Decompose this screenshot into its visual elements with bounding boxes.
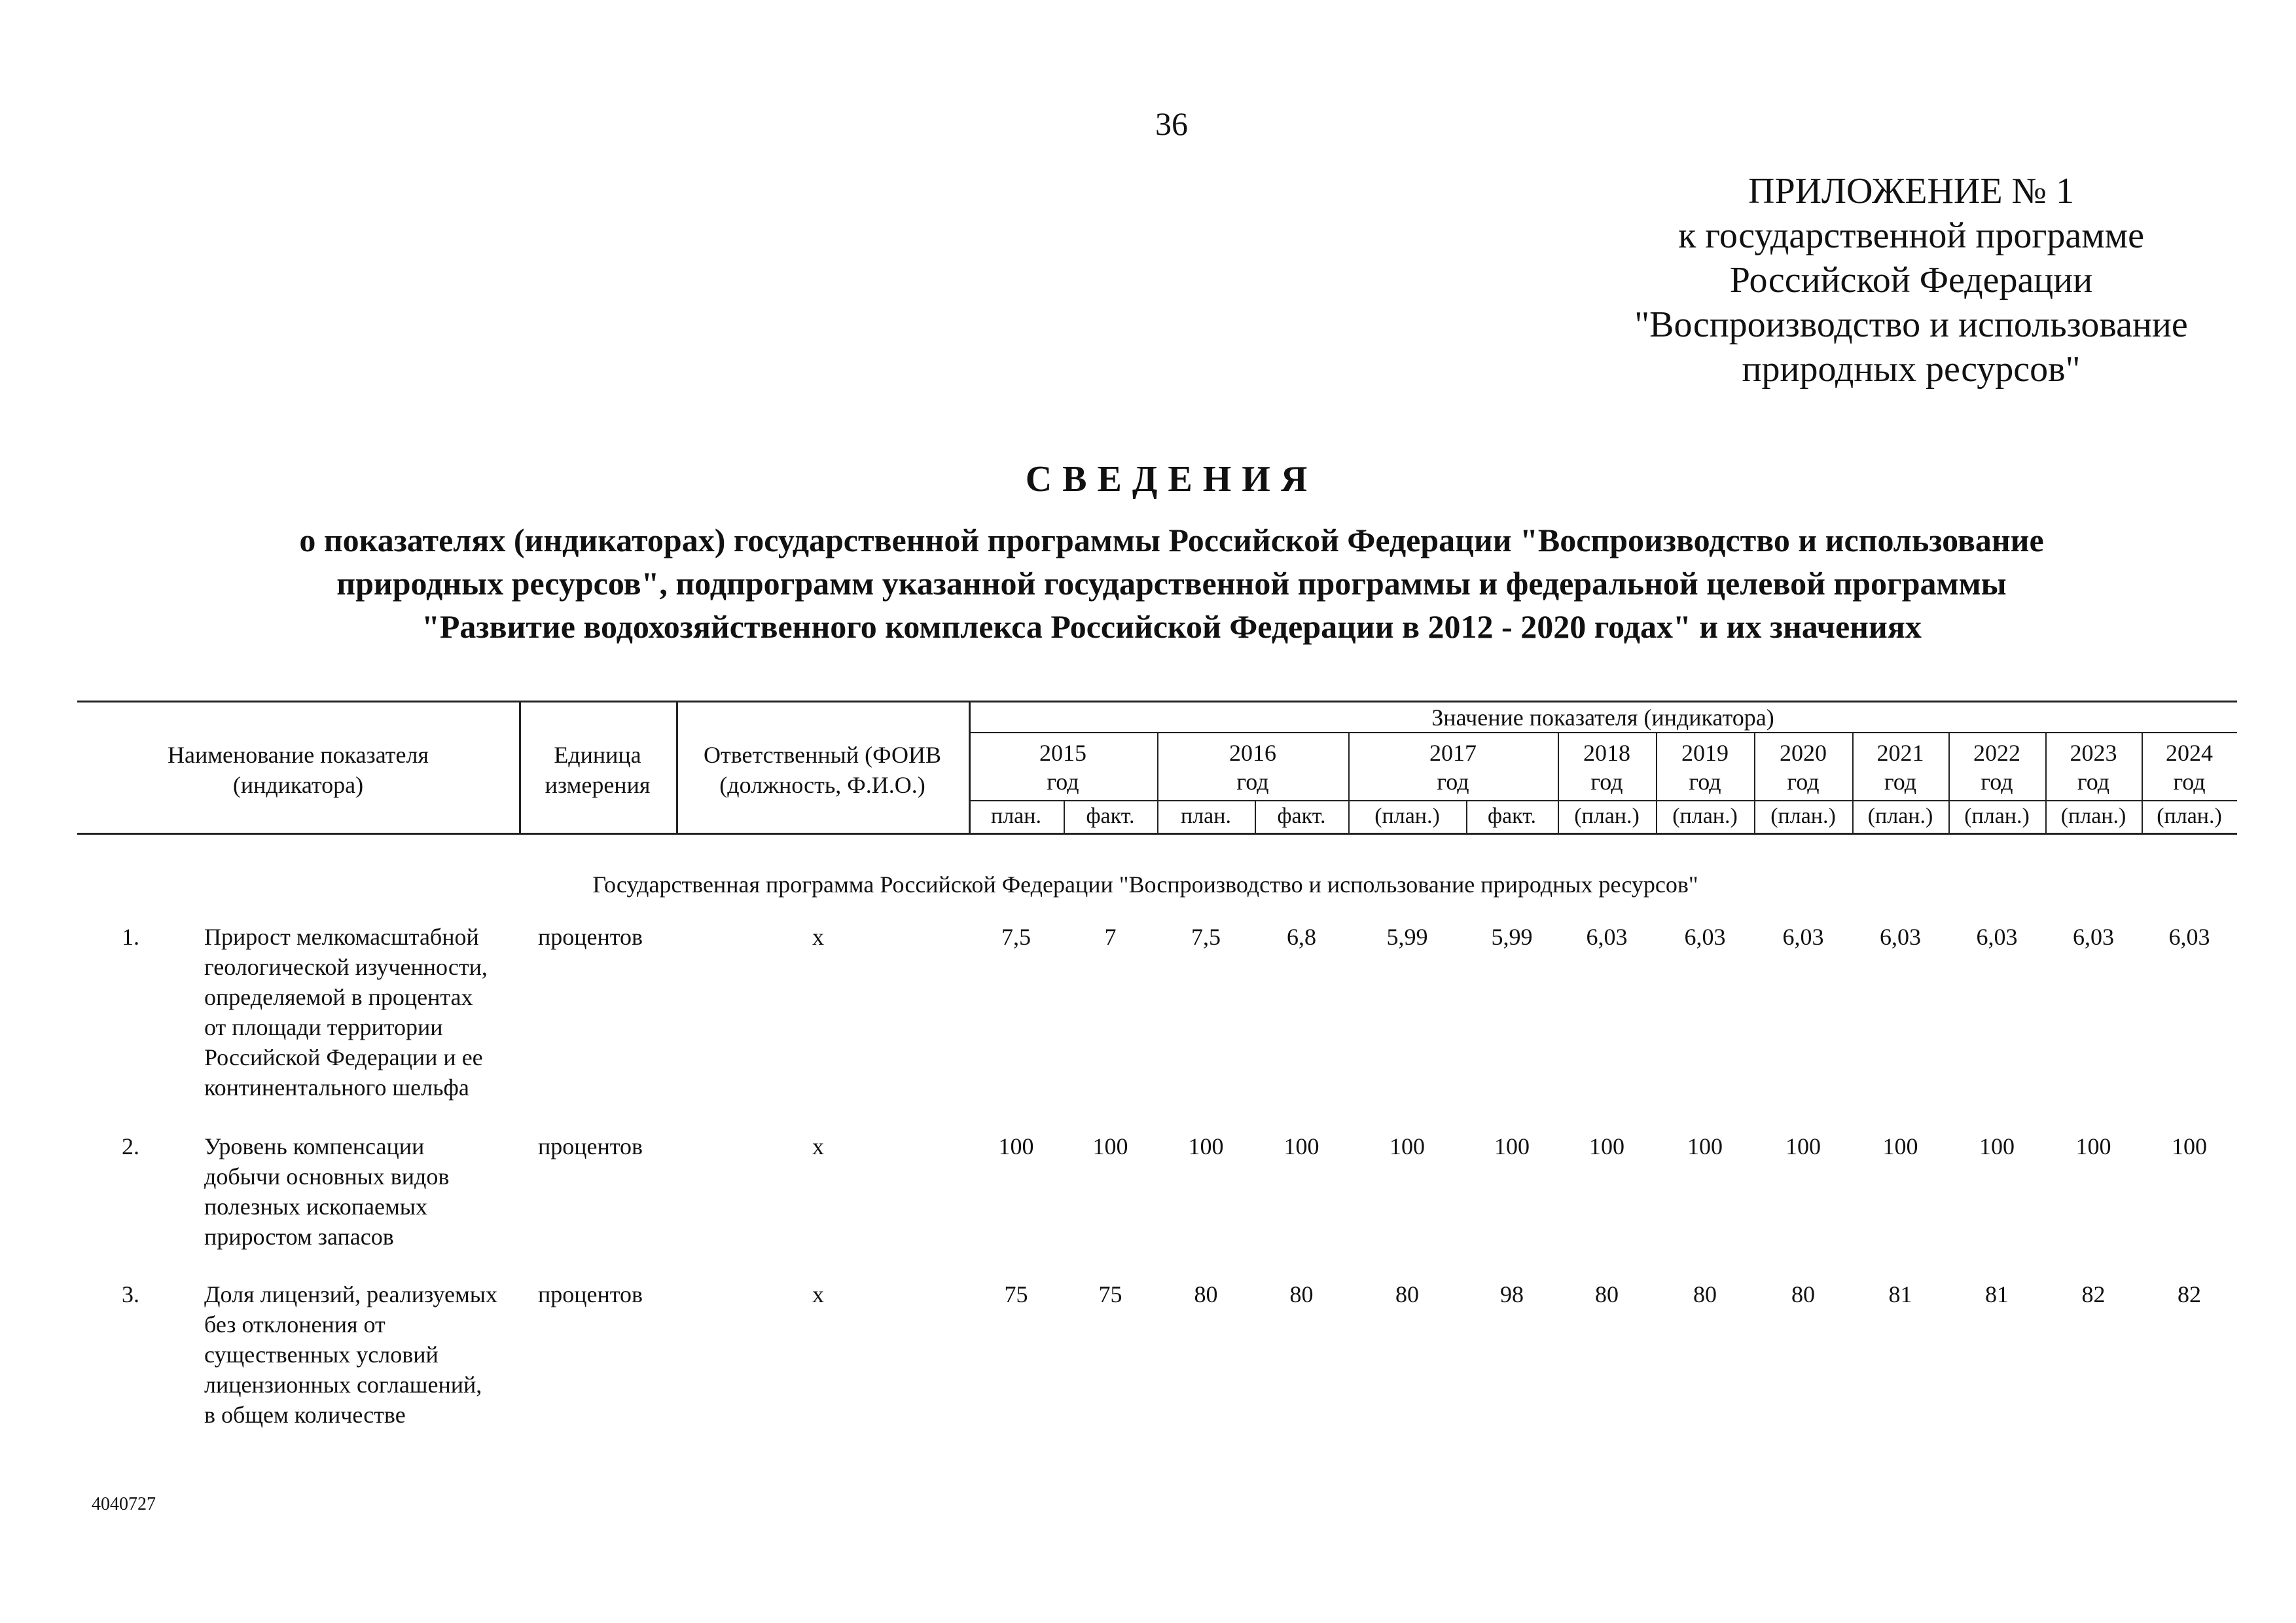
- appendix-line: ПРИЛОЖЕНИЕ № 1: [1748, 171, 2074, 211]
- sub-header: план.: [991, 804, 1041, 828]
- sub-header: (план.): [1964, 804, 2030, 828]
- value-cell: 100: [2172, 1133, 2207, 1159]
- year-label: 2018: [1583, 740, 1630, 766]
- year-header: [2045, 739, 2142, 796]
- year-label: 2021: [1876, 740, 1924, 766]
- header-name-line: Наименование показателя: [168, 742, 429, 768]
- appendix-line: Российской Федерации: [1729, 260, 2093, 301]
- document-title: СВЕДЕНИЯ: [1025, 459, 1318, 500]
- responsible-cell: х: [812, 1133, 824, 1159]
- indicator-name-line: приростом запасов: [204, 1224, 394, 1250]
- value-cell: 80: [1693, 1281, 1717, 1307]
- value-cell: 100: [998, 1133, 1034, 1159]
- sub-header: (план.): [1672, 804, 1738, 828]
- value-cell: 6,03: [1880, 924, 1921, 950]
- year-header: [2142, 739, 2237, 796]
- value-cell: 5,99: [1491, 924, 1533, 950]
- indicator-name-line: полезных ископаемых: [204, 1194, 427, 1220]
- year-label: 2015: [1039, 740, 1086, 766]
- header-value-group: Значение показателя (индикатора): [1431, 704, 1774, 731]
- sub-header: (план.): [1374, 804, 1440, 828]
- indicator-name-line: Российской Федерации и ее: [204, 1044, 483, 1070]
- year-suffix: год: [1047, 769, 1079, 795]
- value-cell: 80: [1595, 1281, 1619, 1307]
- indicator-name-line: существенных условий: [204, 1341, 439, 1368]
- sub-header: факт.: [1277, 804, 1326, 828]
- value-cell: 7,5: [1191, 924, 1221, 950]
- sub-header: (план.): [1574, 804, 1640, 828]
- year-label: 2024: [2166, 740, 2213, 766]
- page-number: 36: [1155, 105, 1188, 142]
- value-cell: 6,03: [1782, 924, 1824, 950]
- value-cell: 80: [1395, 1281, 1419, 1307]
- year-suffix: год: [2173, 769, 2206, 795]
- responsible-cell: х: [812, 924, 824, 950]
- value-cell: 100: [1687, 1133, 1723, 1159]
- appendix-line: природных ресурсов": [1742, 349, 2081, 390]
- year-label: 2020: [1780, 740, 1827, 766]
- value-cell: 100: [1882, 1133, 1918, 1159]
- year-suffix: год: [1981, 769, 2013, 795]
- value-cell: 100: [2075, 1133, 2111, 1159]
- value-cell: 80: [1289, 1281, 1314, 1307]
- year-header: [969, 739, 1157, 796]
- value-cell: 6,03: [1586, 924, 1628, 950]
- value-cell: 82: [2081, 1281, 2106, 1307]
- sub-header: факт.: [1488, 804, 1536, 828]
- indicator-name: [204, 1131, 449, 1252]
- header-name: [77, 740, 519, 800]
- appendix-block: [1558, 169, 2265, 392]
- indicator-name-line: Уровень компенсации: [204, 1133, 425, 1159]
- value-cell: 100: [1494, 1133, 1530, 1159]
- year-label: 2019: [1681, 740, 1729, 766]
- value-cell: 6,03: [2168, 924, 2210, 950]
- year-suffix: год: [1590, 769, 1623, 795]
- value-cell: 6,03: [1684, 924, 1726, 950]
- indicator-name-line: без отклонения от: [204, 1311, 386, 1338]
- section-title: Государственная программа Российской Федерации "Воспроизводство и использование природных ресурсов": [592, 871, 1698, 898]
- sub-header: факт.: [1086, 804, 1135, 828]
- value-cell: 81: [1888, 1281, 1912, 1307]
- year-label: 2022: [1973, 740, 2020, 766]
- year-label: 2016: [1229, 740, 1276, 766]
- year-suffix: год: [1236, 769, 1269, 795]
- indicator-name-line: Доля лицензий, реализуемых: [204, 1281, 497, 1307]
- year-header: [1157, 739, 1348, 796]
- year-suffix: год: [2077, 769, 2110, 795]
- value-cell: 81: [1985, 1281, 2009, 1307]
- value-cell: 6,03: [1976, 924, 2018, 950]
- indicator-name-line: определяемой в процентах: [204, 984, 473, 1010]
- unit-cell: процентов: [538, 1133, 643, 1159]
- value-cell: 100: [1188, 1133, 1224, 1159]
- year-suffix: год: [1884, 769, 1917, 795]
- header-responsible: [676, 740, 969, 800]
- value-cell: 75: [1004, 1281, 1028, 1307]
- value-cell: 100: [1785, 1133, 1821, 1159]
- indicator-name-line: лицензионных соглашений,: [204, 1372, 482, 1398]
- subtitle-line: "Развитие водохозяйственного комплекса Российской Федерации в 2012 - 2020 годах" и их значениях: [422, 608, 1922, 645]
- year-suffix: год: [1689, 769, 1721, 795]
- sub-header: (план.): [2060, 804, 2126, 828]
- indicator-name-line: Прирост мелкомасштабной: [204, 924, 479, 950]
- value-cell: 100: [1589, 1133, 1624, 1159]
- subtitle-line: природных ресурсов", подпрограмм указанной государственной программы и федеральной целевой программы: [336, 565, 2007, 602]
- year-header: [1852, 739, 1948, 796]
- unit-cell: процентов: [538, 924, 643, 950]
- indicator-name-line: добычи основных видов: [204, 1163, 450, 1190]
- header-unit: [519, 740, 676, 800]
- unit-cell: процентов: [538, 1281, 643, 1307]
- header-name-line: (индикатора): [232, 772, 364, 798]
- indicator-name-line: геологической изученности,: [204, 954, 488, 980]
- document-code: 4040727: [92, 1494, 156, 1514]
- responsible-cell: х: [812, 1281, 824, 1307]
- year-header: [1948, 739, 2045, 796]
- value-cell: 5,99: [1386, 924, 1428, 950]
- value-cell: 98: [1500, 1281, 1524, 1307]
- value-cell: 75: [1098, 1281, 1122, 1307]
- sub-header: (план.): [1867, 804, 1933, 828]
- value-cell: 7: [1104, 924, 1117, 950]
- subtitle-line: о показателях (индикаторах) государственной программы Российской Федерации "Воспроизводство и использование: [299, 522, 2044, 558]
- document-subtitle: [118, 519, 2225, 648]
- header-responsible-line: (должность, Ф.И.О.): [719, 772, 925, 798]
- row-number: 3.: [122, 1281, 139, 1307]
- year-label: 2017: [1429, 740, 1477, 766]
- appendix-line: "Воспроизводство и использование: [1634, 304, 2188, 345]
- sub-header: (план.): [1770, 804, 1836, 828]
- year-suffix: год: [1437, 769, 1469, 795]
- value-cell: 100: [1092, 1133, 1128, 1159]
- value-cell: 80: [1791, 1281, 1815, 1307]
- table-header-bottom-border: [77, 833, 2237, 835]
- value-cell: 100: [1283, 1133, 1319, 1159]
- value-cell: 6,03: [2073, 924, 2114, 950]
- value-cell: 80: [1194, 1281, 1218, 1307]
- row-number: 2.: [122, 1133, 139, 1159]
- appendix-line: к государственной программе: [1678, 215, 2144, 256]
- value-cell: 100: [1979, 1133, 2015, 1159]
- row-number: 1.: [122, 924, 139, 950]
- sub-header: (план.): [2157, 804, 2222, 828]
- indicator-name: [204, 1279, 497, 1430]
- value-cell: 6,8: [1287, 924, 1316, 950]
- year-header: [1754, 739, 1852, 796]
- header-unit-line: измерения: [545, 772, 651, 798]
- value-cell: 100: [1390, 1133, 1425, 1159]
- value-cell: 7,5: [1001, 924, 1031, 950]
- year-suffix: год: [1787, 769, 1820, 795]
- value-cell: 82: [2178, 1281, 2201, 1307]
- sub-header: план.: [1181, 804, 1231, 828]
- indicator-name-line: от площади территории: [204, 1014, 443, 1040]
- indicator-name: [204, 922, 488, 1103]
- year-header: [1558, 739, 1656, 796]
- year-label: 2023: [2070, 740, 2117, 766]
- header-responsible-line: Ответственный (ФОИВ: [703, 742, 941, 768]
- year-header: [1348, 739, 1558, 796]
- indicator-name-line: в общем количестве: [204, 1402, 406, 1428]
- year-header: [1656, 739, 1754, 796]
- header-unit-line: Единица: [554, 742, 641, 768]
- indicator-name-line: континентального шельфа: [204, 1074, 469, 1101]
